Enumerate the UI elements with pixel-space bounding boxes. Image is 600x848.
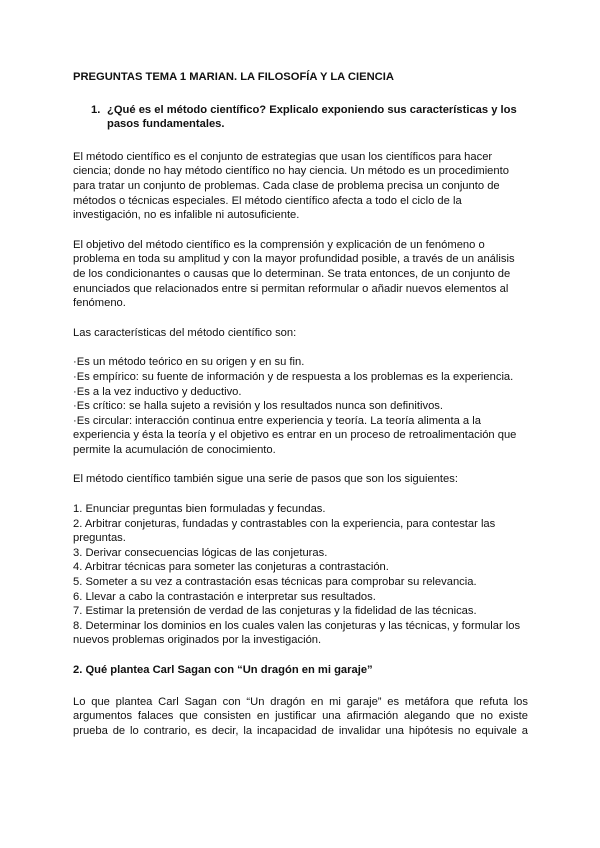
step-item: 5. Someter a su vez a contrastación esas técnicas para comprobar su relevancia.: [73, 576, 477, 589]
step-item: 3. Derivar consecuencias lógicas de las conjeturas.: [73, 546, 328, 559]
step-item: 1. Enunciar preguntas bien formuladas y fecundas.: [73, 503, 326, 516]
step-item: 6. Llevar a cabo la contrastación e interpretar sus resultados.: [73, 590, 376, 603]
question-1-number: 1.: [91, 103, 101, 116]
step-item: 4. Arbitrar técnicas para someter las conjeturas a contrastación.: [73, 561, 389, 574]
steps-intro: El método científico también sigue una serie de pasos que son los siguientes:: [73, 473, 458, 486]
steps-list: [73, 502, 528, 648]
characteristic-item: ·Es a la vez inductivo y deductivo.: [73, 385, 242, 398]
paragraph-definition: El método científico es el conjunto de estrategias que usan los científicos para hacer ciencia; donde no hay método científico no hay ciencia. Un método es un procedimiento para tratar un conjunto de problemas. Cada clase de problema precisa un conjunto de métodos o técnicas especiales. El método científico afecta a todo el ciclo de la investigación, no es infalible ni autosuficiente.: [73, 150, 509, 222]
question-1-text: ¿Qué es el método científico? Explicalo exponiendo sus características y los pasos fundamentales.: [107, 103, 517, 131]
document-title: PREGUNTAS TEMA 1 MARIAN. LA FILOSOFÍA Y LA CIENCIA: [73, 71, 394, 83]
step-item: 2. Arbitrar conjeturas, fundadas y contrastables con la experiencia, para contestar las preguntas.: [73, 517, 496, 545]
characteristic-item: ·Es un método teórico en su origen y en su fin.: [73, 356, 305, 369]
paragraph-sagan: Lo que plantea Carl Sagan con “Un dragón en mi garaje” es metáfora que refuta los argumentos falaces que consisten en justificar una afirmación alegando que no existe prueba de lo contrario, es decir, la incapacidad de invalidar una hipótesis no equivale a: [73, 695, 528, 737]
step-item: 8. Determinar los dominios en los cuales valen las conjeturas y las técnicas, y formular los nuevos problemas originados por la investigación.: [73, 619, 521, 647]
characteristics-list: [73, 355, 528, 457]
characteristic-item: ·Es crítico: se halla sujeto a revisión y los resultados nunca son definitivos.: [73, 400, 443, 413]
paragraph-objective: El objetivo del método científico es la comprensión y explicación de un fenómeno o problema en toda su amplitud y con la mayor profundidad posible, a través de un análisis de los condicionantes o causas que lo determinan. Se trata entonces, de un conjunto de enunciados que relacionados entre si permitan reformular o añadir nuevos elementos al fenómeno.: [73, 238, 515, 310]
question-1: [91, 103, 528, 132]
question-2-title: 2. Qué plantea Carl Sagan con “Un dragón en mi garaje”: [73, 664, 373, 676]
document-content: [73, 70, 528, 753]
characteristic-item: ·Es empírico: su fuente de información y de respuesta a los problemas es la experiencia.: [73, 370, 514, 383]
characteristics-intro: Las características del método científico son:: [73, 326, 297, 339]
step-item: 7. Estimar la pretensión de verdad de las conjeturas y la fidelidad de las técnicas.: [73, 605, 477, 618]
characteristic-item: ·Es circular: interacción continua entre experiencia y teoría. La teoría alimenta a la experiencia y ésta la teoría y el objetivo es entrar en un proceso de retroalimentación que permite la acumulación de conocimiento.: [73, 414, 517, 456]
